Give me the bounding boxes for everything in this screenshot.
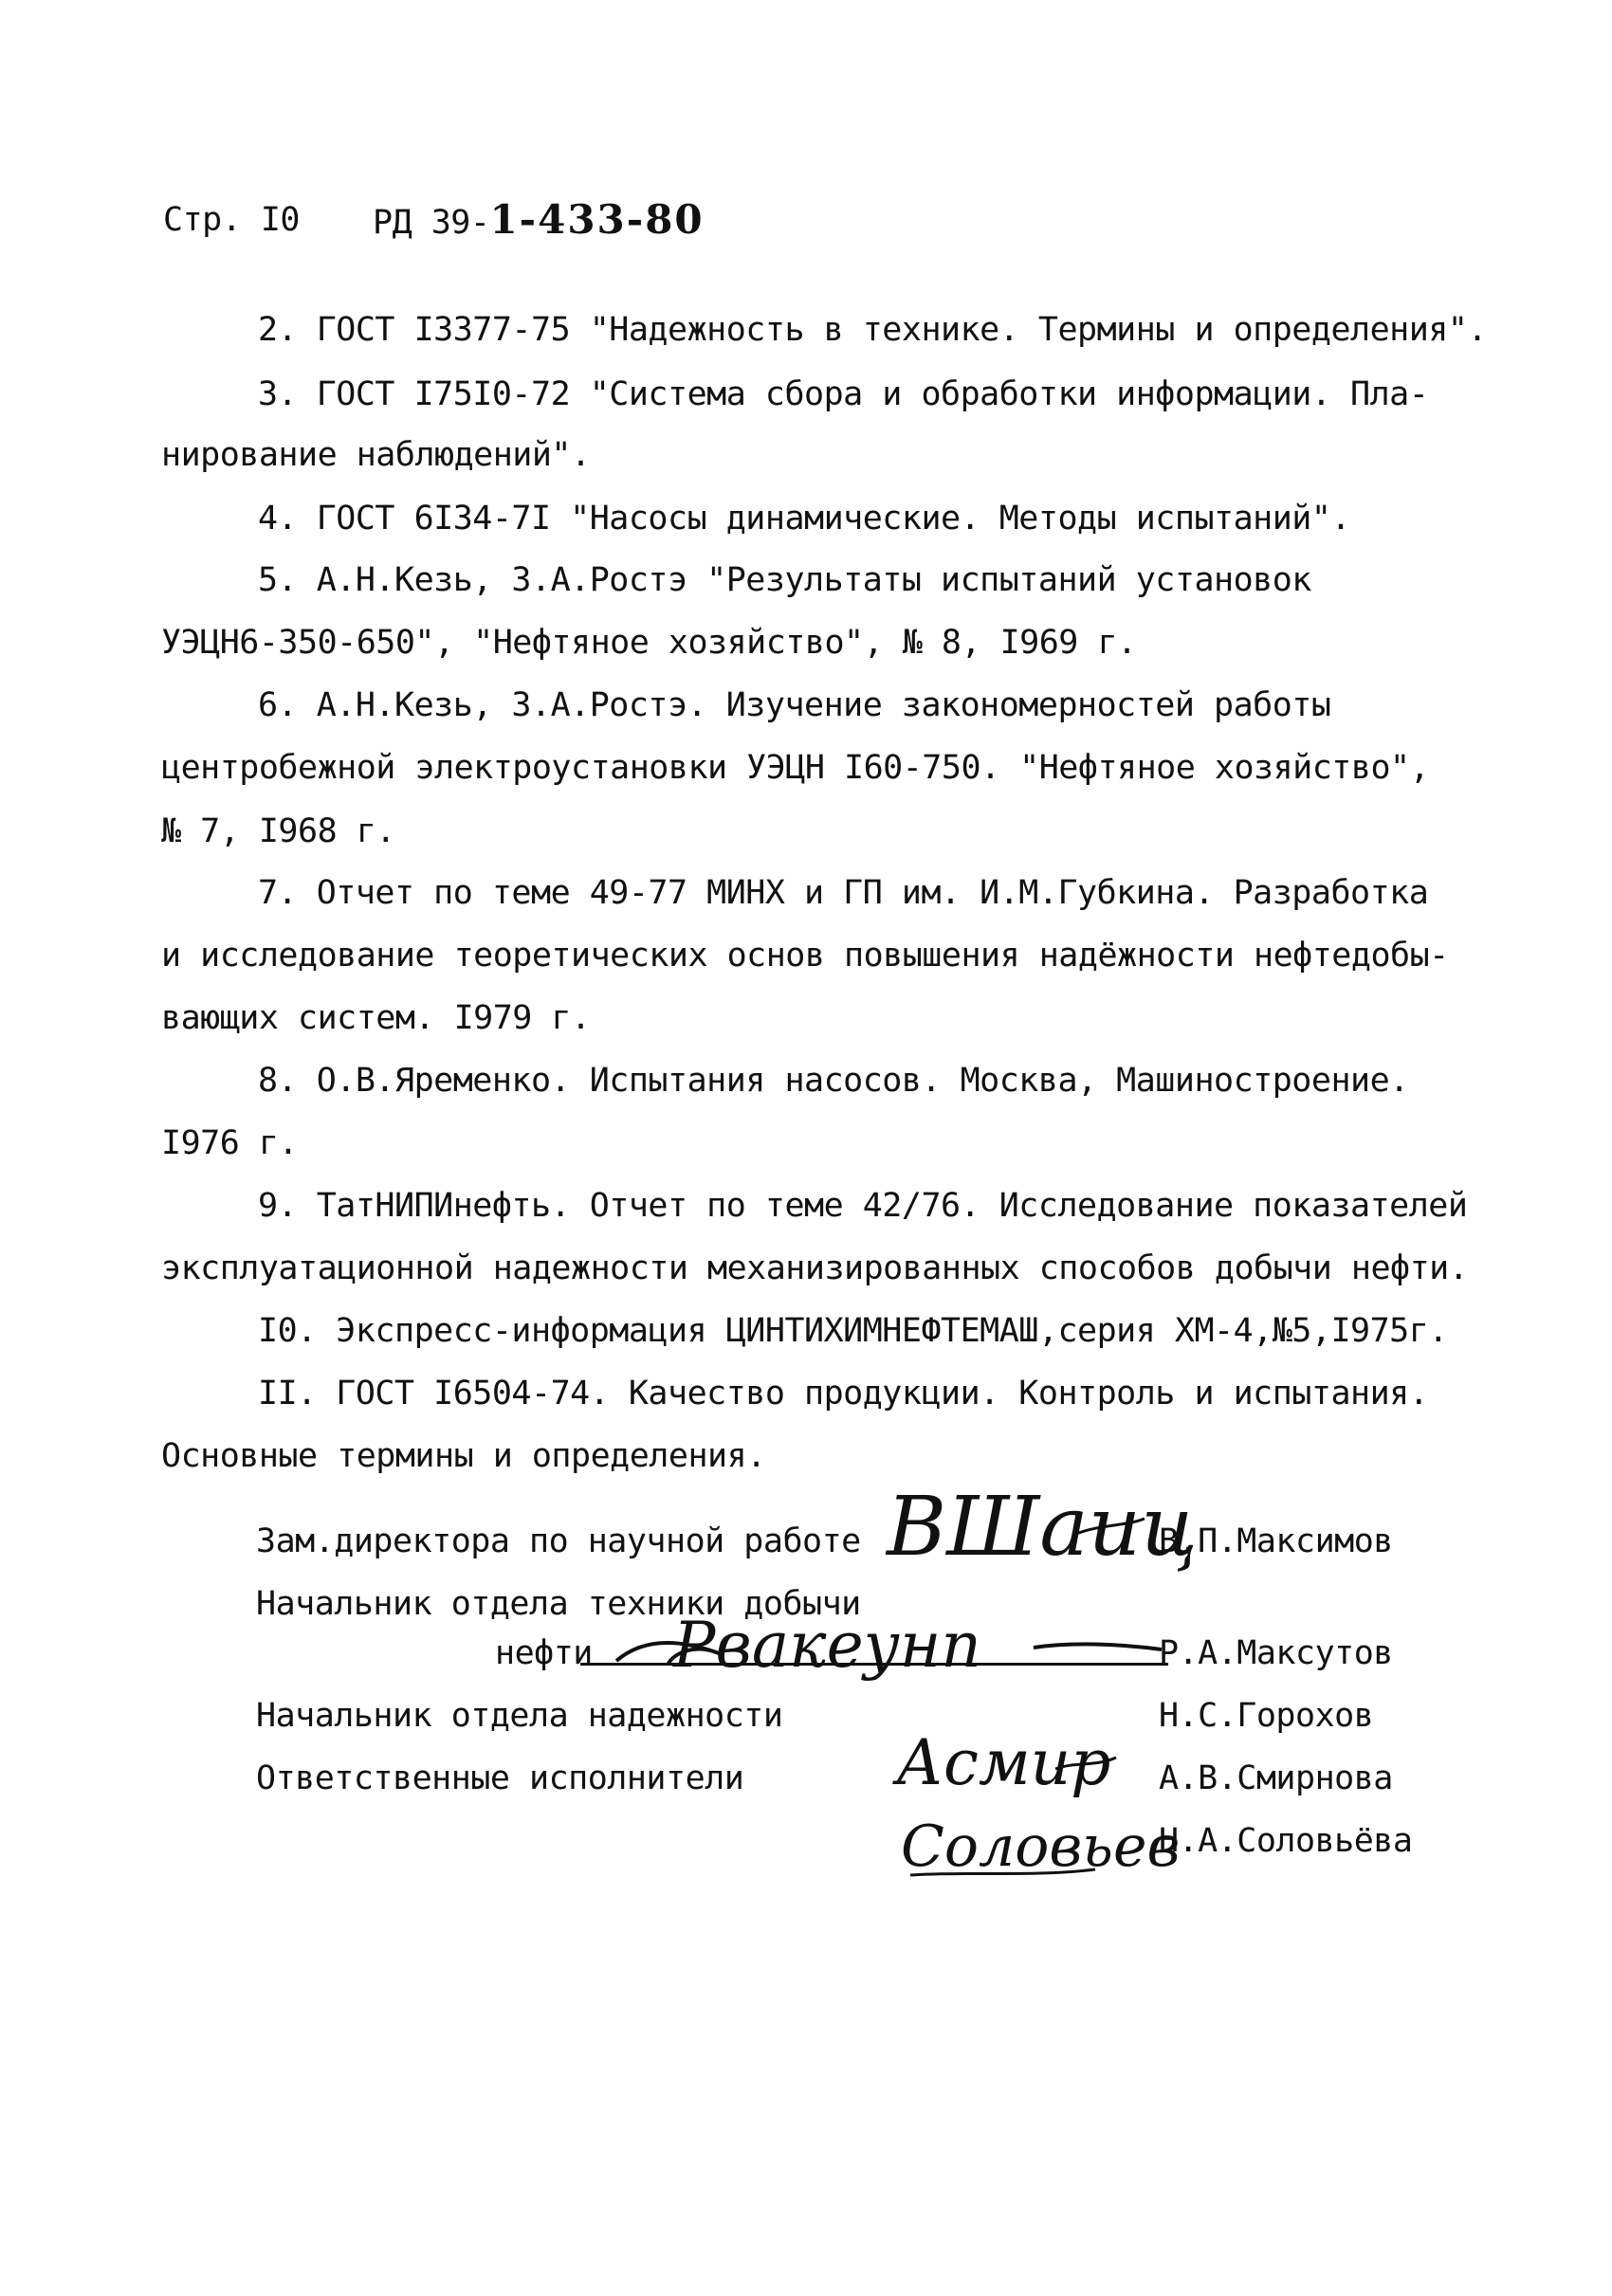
ref-line: Основные термины и определения. (161, 1437, 766, 1475)
signature-smirnova (896, 1723, 1124, 1809)
head-rel-name: Н.С.Горохов (1159, 1697, 1374, 1735)
head-prod-title-1: Начальник отдела техники добычи (256, 1585, 861, 1623)
ref-line: 2. ГОСТ I3377-75 "Надежность в технике. Термины и определения". (258, 311, 1488, 349)
deputy-title: Зам.директора по научной работе (256, 1522, 861, 1560)
svg-text:Асмир: Асмир (896, 1726, 1111, 1799)
ref-line: II. ГОСТ I6504-74. Качество продукции. Контроль и испытания. (258, 1375, 1429, 1412)
head-prod-name: Р.А.Максутов (1159, 1634, 1393, 1672)
ref-line: центробежной электроустановки УЭЦН I60-750. "Нефтяное хозяйство", (161, 749, 1430, 787)
executor-1-name: А.В.Смирнова (1159, 1759, 1393, 1797)
ref-line: 4. ГОСТ 6I34-7I "Насосы динамические. Методы испытаний". (258, 500, 1351, 538)
executors-title: Ответственные исполнители (256, 1759, 744, 1797)
ref-line: 3. ГОСТ I75I0-72 "Система сбора и обработки информации. Пла- (258, 375, 1429, 413)
deputy-name: В.П.Максимов (1159, 1522, 1393, 1560)
page-number: Стр. I0 (163, 201, 301, 239)
doc-code-prefix: РД 39- (373, 204, 490, 242)
ref-line: I0. Экспресс-информация ЦИНТИХИМНЕФТЕМАШ,серия ХМ-4,№5,I975г. (258, 1312, 1448, 1350)
ref-line: нирование наблюдений". (161, 436, 591, 474)
ref-line: 8. О.В.Яременко. Испытания насосов. Москва, Машиностроение. (258, 1062, 1409, 1100)
signature-solovyeva (901, 1803, 1181, 1888)
ref-line: и исследование теоретических основ повышения надёжности нефтедобы- (161, 937, 1449, 975)
ref-line: эксплуатационной надежности механизированных способов добычи нефти. (161, 1249, 1469, 1287)
doc-code-handwritten: 1-433-80 (489, 196, 705, 243)
svg-text:ВШаиц: ВШаиц (887, 1480, 1199, 1575)
ref-line: 6. А.Н.Кезь, З.А.Ростэ. Изучение закономерностей работы (258, 686, 1331, 724)
executor-2-name: Н.А.Соловьёва (1159, 1822, 1413, 1860)
ref-line: УЭЦН6-350-650", "Нефтяное хозяйство", № 8, I969 г. (161, 624, 1137, 662)
head-prod-title-2: нефти (495, 1634, 593, 1672)
ref-line: 9. ТатНИПИнефть. Отчет по теме 42/76. Исследование показателей (258, 1187, 1468, 1225)
doc-code (373, 196, 705, 244)
svg-text:Соловьев: Соловьев (901, 1813, 1181, 1880)
ref-line: I976 г. (161, 1124, 299, 1162)
signature-maksutov (607, 1602, 1166, 1687)
head-rel-title: Начальник отдела надежности (256, 1697, 783, 1735)
svg-text:Рвакеунп: Рвакеунп (673, 1609, 981, 1682)
ref-line: вающих систем. I979 г. (161, 999, 591, 1037)
ref-line: 5. А.Н.Кезь, З.А.Ростэ "Результаты испытаний установок (258, 561, 1311, 599)
ref-line: 7. Отчет по теме 49-77 МИНХ и ГП им. И.М.Губкина. Разработка (258, 874, 1429, 912)
ref-line: № 7, I968 г. (161, 812, 395, 850)
signature-maksimov (887, 1479, 1199, 1583)
